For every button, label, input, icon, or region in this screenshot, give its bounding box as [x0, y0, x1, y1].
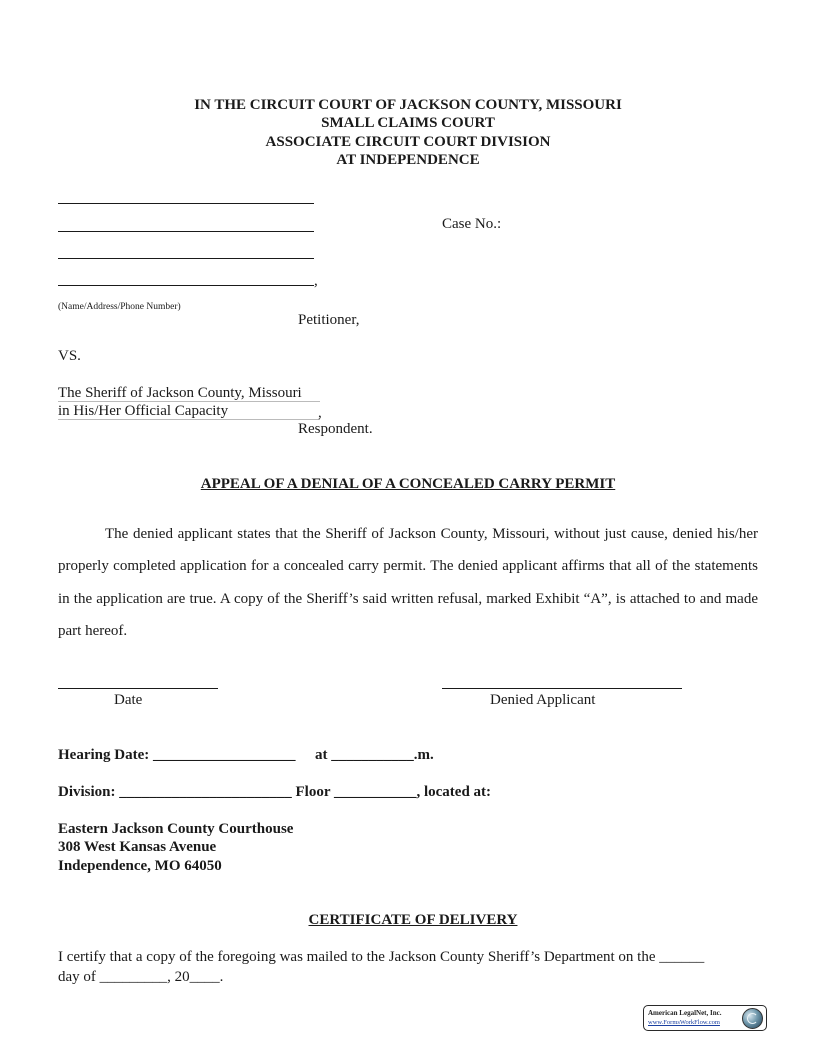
versus-label: VS. [58, 348, 81, 364]
petitioner-address-line-1[interactable] [58, 231, 314, 232]
hearing-time-field[interactable]: at ___________.m. [315, 747, 434, 763]
logo-company-name: American LegalNet, Inc. [648, 1009, 722, 1017]
case-number-label: Case No.: [442, 216, 502, 232]
certificate-line-1[interactable]: I certify that a copy of the foregoing was mailed to the Jackson County Sheriff’s Department on the ______ [58, 949, 705, 965]
court-header-line-2: SMALL CLAIMS COURT [321, 115, 495, 131]
denied-applicant-label: Denied Applicant [490, 692, 596, 708]
petitioner-comma: , [314, 273, 318, 289]
name-address-phone-hint: (Name/Address/Phone Number) [58, 302, 181, 312]
globe-icon [742, 1008, 763, 1029]
courthouse-city: Independence, MO 64050 [58, 858, 222, 874]
petitioner-name-line[interactable] [58, 203, 314, 204]
petitioner-phone-line[interactable] [58, 285, 314, 286]
respondent-comma: , [318, 405, 322, 421]
petitioner-label: Petitioner, [298, 312, 360, 328]
respondent-capacity: in His/Her Official Capacity [58, 403, 229, 419]
date-label: Date [114, 692, 143, 708]
court-header-line-4: AT INDEPENDENCE [336, 152, 480, 168]
logo-url[interactable]: www.FormsWorkFlow.com [648, 1019, 720, 1026]
document-title: APPEAL OF A DENIAL OF A CONCEALED CARRY PERMIT [200, 476, 616, 492]
courthouse-name: Eastern Jackson County Courthouse [58, 821, 294, 837]
petitioner-address-line-2[interactable] [58, 258, 314, 259]
respondent-underline-2 [58, 419, 320, 420]
respondent-name: The Sheriff of Jackson County, Missouri [58, 385, 302, 401]
respondent-label: Respondent. [298, 421, 373, 437]
courthouse-street: 308 West Kansas Avenue [58, 839, 217, 855]
date-signature-line[interactable] [58, 688, 218, 689]
hearing-date-field[interactable]: Hearing Date: ___________________ [58, 747, 296, 763]
division-floor-field[interactable]: Division: _______________________ Floor ___________, located at: [58, 784, 492, 800]
applicant-signature-line[interactable] [442, 688, 682, 689]
court-header-line-1: IN THE CIRCUIT COURT OF JACKSON COUNTY, MISSOURI [194, 97, 622, 113]
certificate-line-2[interactable]: day of _________, 20____. [58, 969, 224, 985]
court-header-line-3: ASSOCIATE CIRCUIT COURT DIVISION [265, 134, 551, 150]
appeal-statement-paragraph: The denied applicant states that the Sheriff of Jackson County, Missouri, without just cause, denied his/her properly completed application for a concealed carry permit. The denied applicant affirms that all of the statements in the application are true. A copy of the Sheriff’s said written refusal, marked Exhibit “A”, is attached to and made part hereof. [58, 526, 758, 640]
certificate-title: CERTIFICATE OF DELIVERY [308, 912, 518, 928]
american-legalnet-logo[interactable] [643, 1005, 767, 1031]
